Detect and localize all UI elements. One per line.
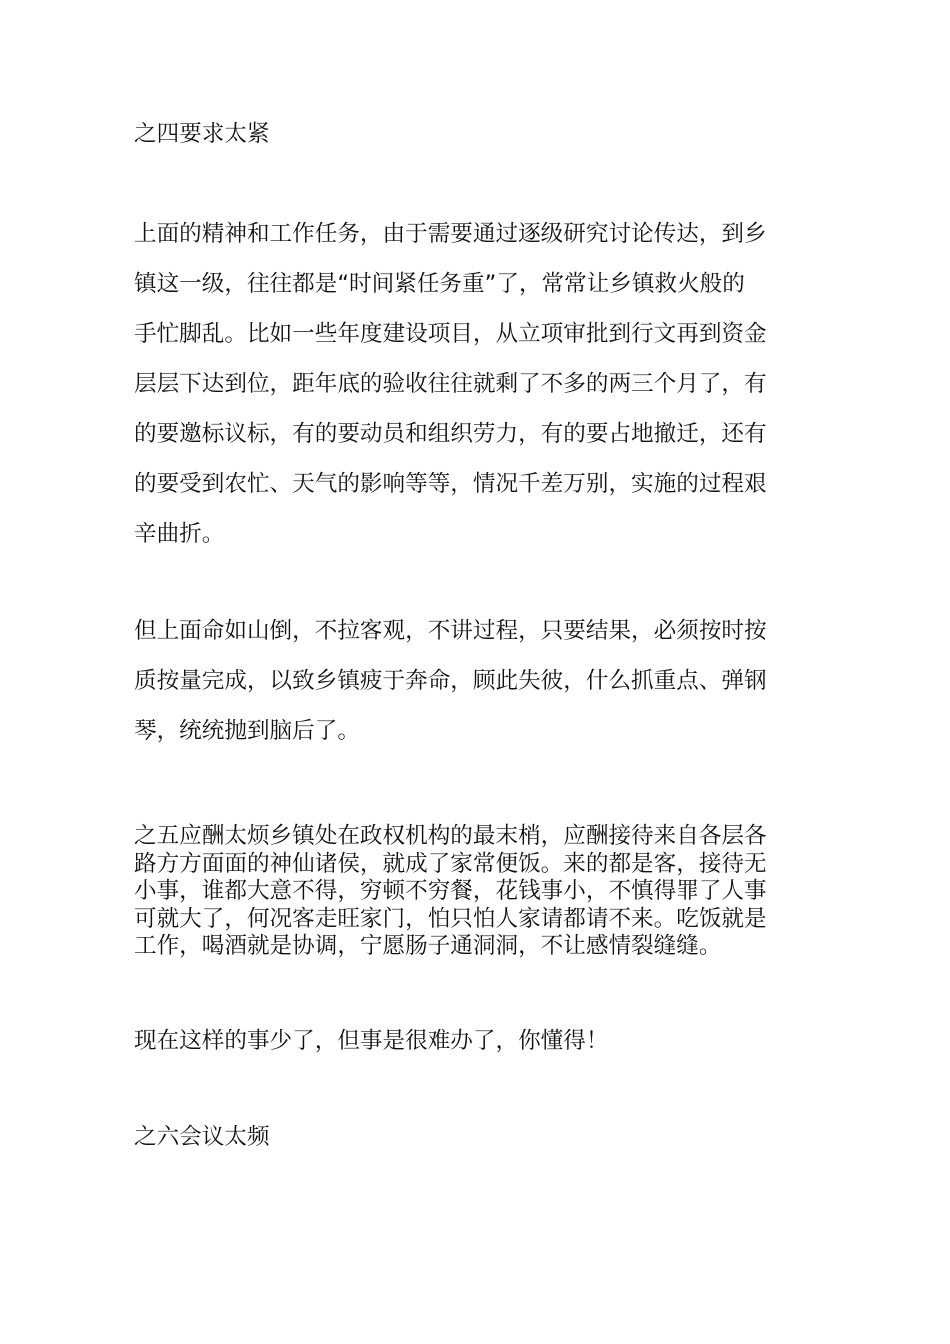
heading-text: 之六会议太频 [134, 1124, 270, 1150]
paragraph-line: 层层下达到位，距年底的验收往往就剩了不多的两三个月了，有 [134, 371, 767, 397]
paragraph-line: 工作，喝酒就是协调，宁愿肠子通洞洞，不让感情裂缝缝。 [134, 933, 722, 959]
paragraph-line: 之五应酬太烦乡镇处在政权机构的最末梢，应酬接待来自各层各 [134, 823, 767, 849]
paragraph-line: 现在这样的事少了，但事是很难办了，你懂得！ [134, 1028, 609, 1054]
paragraph-line: 可就大了，何况客走旺家门，怕只怕人家请都请不来。吃饭就是 [134, 905, 767, 932]
paragraph-line: 路方方面面的神仙诸侯，就成了家常便饭。来的都是客，接待无 [134, 850, 767, 877]
paragraph-line: 辛曲折。 [134, 521, 225, 547]
paragraph-one [134, 209, 824, 559]
paragraph-three [134, 823, 824, 961]
paragraph-line: 小事，谁都大意不得，穷顿不穷餐，花钱事小，不慎得罪了人事 [134, 878, 767, 904]
paragraph-line: 的要邀标议标，有的要动员和组织劳力，有的要占地撤迁，还有 [134, 421, 767, 447]
paragraph-two [134, 606, 824, 756]
paragraph-line: 但上面命如山倒，不拉客观，不讲过程，只要结果，必须按时按 [134, 618, 767, 644]
heading-text: 之四要求太紧 [134, 121, 270, 147]
paragraph-line: 的要受到农忙、天气的影响等等，情况千差万别，实施的过程艰 [134, 471, 767, 497]
paragraph-line: 镇这一级，往往都是“时间紧任务重”了，常常让乡镇救火般的 [134, 271, 745, 297]
paragraph-line: 上面的精神和工作任务，由于需要通过逐级研究讨论传达，到乡 [134, 221, 767, 247]
paragraph-line: 琴，统统抛到脑后了。 [134, 718, 360, 744]
section-heading-six [134, 1117, 824, 1157]
section-heading-four [134, 114, 824, 154]
paragraph-line: 质按量完成，以致乡镇疲于奔命，顾此失彼，什么抓重点、弹钢 [134, 668, 767, 694]
paragraph-four [134, 1021, 824, 1061]
paragraph-line: 手忙脚乱。比如一些年度建设项目，从立项审批到行文再到资金 [134, 321, 767, 347]
